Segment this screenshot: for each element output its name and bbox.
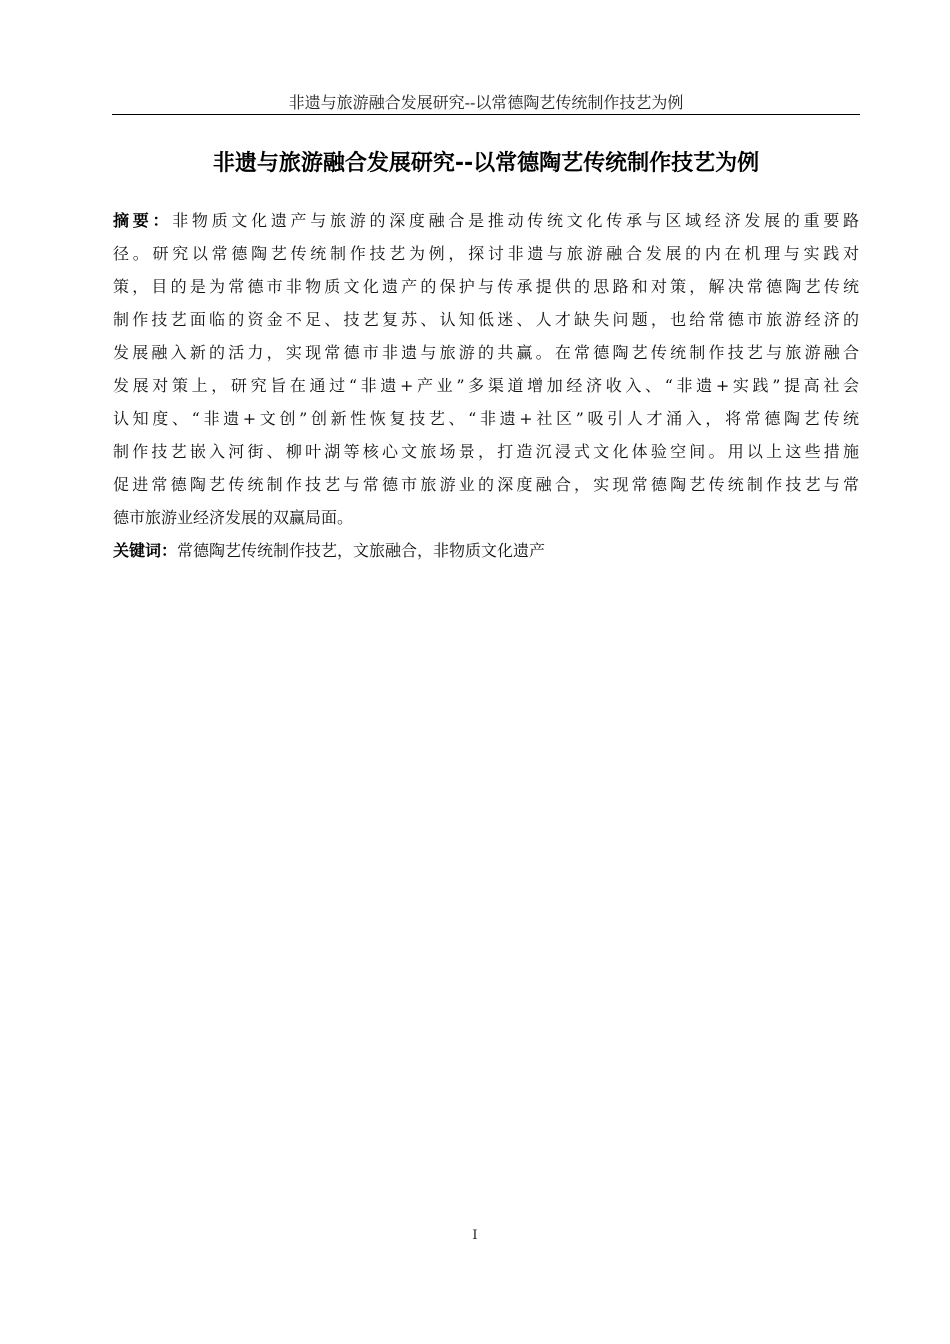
abstract-text: 非物质文化遗产与旅游的深度融合是推动传统文化传承与区域经济发展的重要路 [172,211,859,230]
abstract-line-3: 策，目的是为常德市非物质文化遗产的保护与传承提供的思路和对策，解决常德陶艺传统 [113,277,859,296]
abstract-label: 摘要： [113,211,173,230]
header-rule [112,114,860,115]
page-number: I [472,1228,478,1243]
abstract-line-9: 促进常德陶艺传统制作技艺与常德市旅游业的深度融合，实现常德陶艺传统制作技艺与常 [113,475,859,494]
abstract-line-8: 制作技艺嵌入河街、柳叶湖等核心文旅场景，打造沉浸式文化体验空间。用以上这些措施 [113,442,859,461]
keywords-line [113,537,859,565]
running-header: 非遗与旅游融合发展研究--以常德陶艺传统制作技艺为例 [288,93,684,112]
abstract-line-2: 径。研究以常德陶艺传统制作技艺为例，探讨非遗与旅游融合发展的内在机理与实践对 [113,244,859,263]
document-title: 非遗与旅游融合发展研究--以常德陶艺传统制作技艺为例 [212,151,760,176]
keywords-text: 常德陶艺传统制作技艺，文旅融合，非物质文化遗产 [177,541,546,560]
abstract-line-10: 德市旅游业经济发展的双赢局面。 [113,508,354,527]
keywords-label: 关键词： [113,541,178,560]
abstract-line-6: 发展对策上，研究旨在通过“非遗+产业”多渠道增加经济收入、“非遗+实践”提高社会 [113,376,859,395]
abstract-line-4: 制作技艺面临的资金不足、技艺复苏、认知低迷、人才缺失问题，也给常德市旅游经济的 [113,310,859,329]
abstract-line-5: 发展融入新的活力，实现常德市非遗与旅游的共赢。在常德陶艺传统制作技艺与旅游融合 [113,343,859,362]
abstract-line-7: 认知度、“非遗+文创”创新性恢复技艺、“非遗+社区”吸引人才涌入，将常德陶艺传统 [113,409,859,428]
abstract-line-1 [113,207,859,235]
